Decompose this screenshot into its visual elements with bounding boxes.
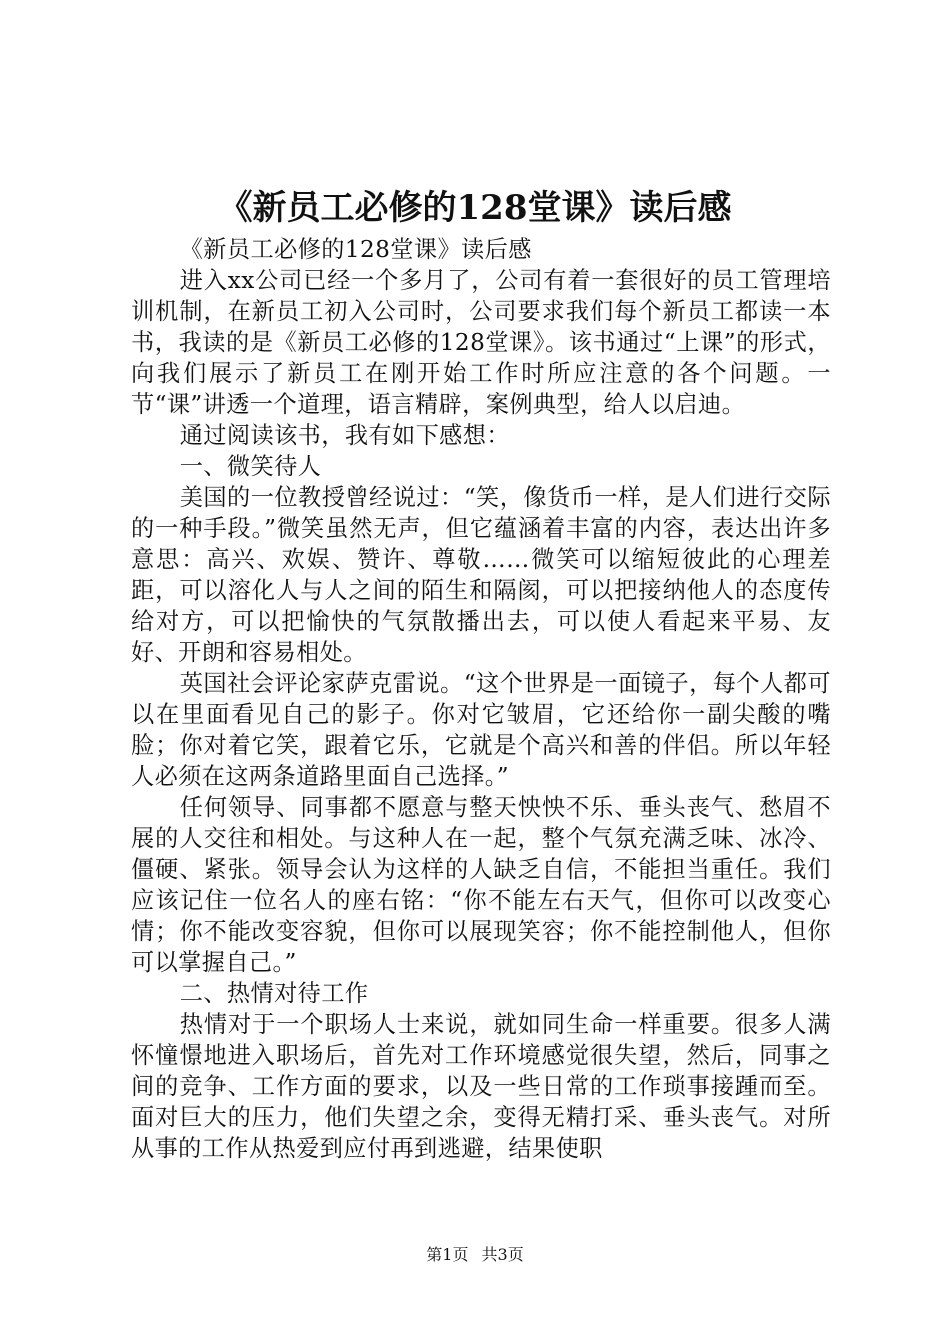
section-heading: 二、热情对待工作	[179, 980, 369, 1007]
document-title: 《新员工必修的128堂课》读后感	[218, 188, 732, 228]
paragraph: 任何领导、同事都不愿意与整天怏怏不乐、垂头丧气、愁眉不展的人交往和相处。与这种人在一起，整个气氛充满乏味、冰冷、僵硬、紧张。领导会认为这样的人缺乏自信，不能担当重任。我们应该记住一位名人的座右铭：“你不能左右天气，但你可以改变心情；你不能改变容貌，但你可以展现笑容；你不能控制他人，但你可以掌握自己。”	[131, 794, 831, 976]
document-body	[131, 234, 831, 1164]
page-number: 第1页	[426, 1245, 469, 1264]
paragraph: 《新员工必修的128堂课》读后感	[179, 236, 532, 263]
paragraph: 进入xx公司已经一个多月了，公司有着一套很好的员工管理培训机制，在新员工初入公司时，公司要求我们每个新员工都读一本书，我读的是《新员工必修的128堂课》。该书通过“上课”的形式，向我们展示了新员工在刚开始工作时所应注意的各个问题。一节“课”讲透一个道理，语言精辟，案例典型，给人以启迪。	[131, 267, 831, 418]
paragraph: 通过阅读该书，我有如下感想：	[179, 422, 510, 449]
page-footer	[0, 1244, 950, 1266]
paragraph: 美国的一位教授曾经说过：“笑，像货币一样，是人们进行交际的一种手段。”微笑虽然无声，但它蕴涵着丰富的内容，表达出许多意思：高兴、欢娱、赞许、尊敬……微笑可以缩短彼此的心理差距，可以溶化人与人之间的陌生和隔阂，可以把接纳他人的态度传给对方，可以把愉快的气氛散播出去，可以使人看起来平易、友好、开朗和容易相处。	[131, 484, 831, 666]
page-total: 共3页	[481, 1245, 524, 1264]
section-heading: 一、微笑待人	[179, 453, 322, 480]
paragraph: 热情对于一个职场人士来说，就如同生命一样重要。很多人满怀憧憬地进入职场后，首先对工作环境感觉很失望，然后，同事之间的竞争、工作方面的要求，以及一些日常的工作琐事接踵而至。面对巨大的压力，他们失望之余，变得无精打采、垂头丧气。对所从事的工作从热爱到应付再到逃避，结果使职	[131, 1011, 831, 1162]
paragraph: 英国社会评论家萨克雷说。“这个世界是一面镜子，每个人都可以在里面看见自己的影子。你对它皱眉，它还给你一副尖酸的嘴脸；你对着它笑，跟着它乐，它就是个高兴和善的伴侣。所以年轻人必须在这两条道路里面自己选择。”	[131, 670, 831, 790]
